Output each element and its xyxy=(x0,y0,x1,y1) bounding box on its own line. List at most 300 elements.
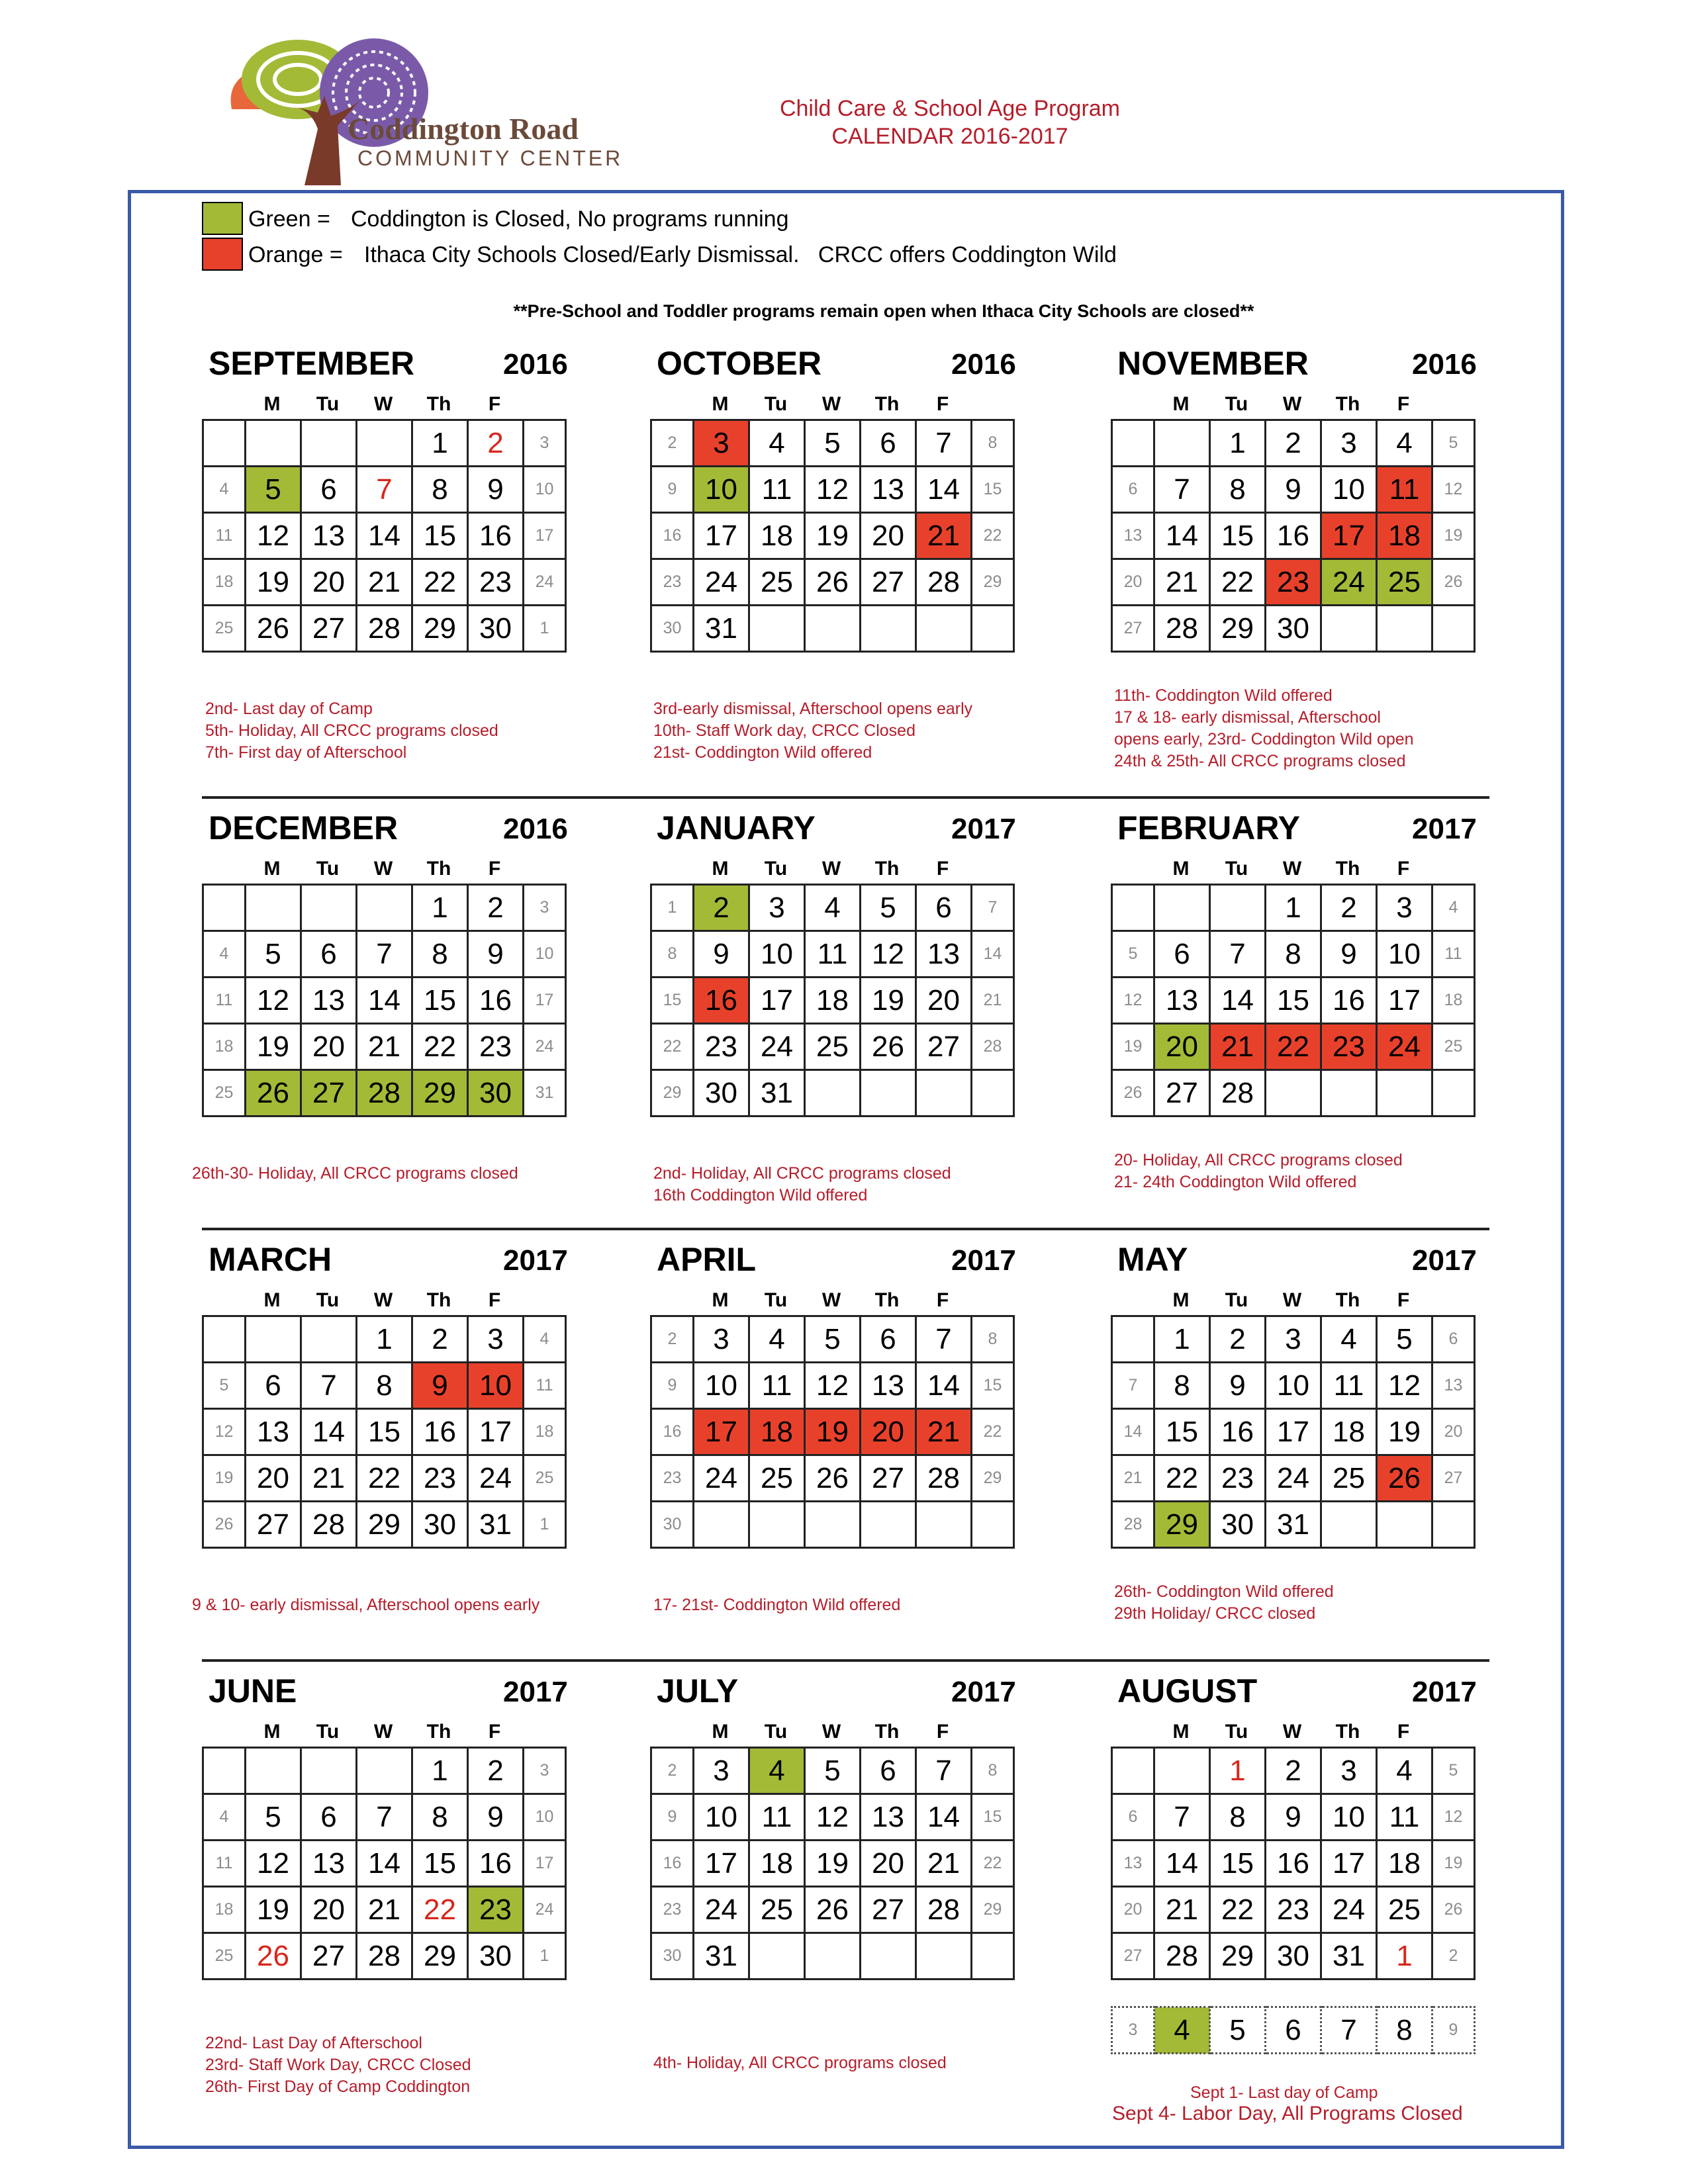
day-cell: 10 xyxy=(1377,931,1432,978)
day-cell: 11 xyxy=(749,1363,805,1409)
day-cell: 21 xyxy=(357,1024,412,1070)
day-cell: 9 xyxy=(694,931,749,978)
month-year: 2017 xyxy=(503,1676,568,1708)
weekday-label: Th xyxy=(1335,858,1360,880)
day-cell: 24 xyxy=(694,559,749,606)
weekend-day-cell xyxy=(203,885,246,931)
weekend-day-cell: 10 xyxy=(524,1794,566,1841)
day-cell: 25 xyxy=(749,1887,805,1933)
weekend-day-cell: 7 xyxy=(1112,1363,1154,1409)
day-cell: 19 xyxy=(805,513,861,559)
weekend-day-cell: 17 xyxy=(524,513,566,559)
weekday-label: F xyxy=(1397,1721,1410,1743)
day-cell: 8 xyxy=(1266,931,1321,978)
weekend-day-cell: 5 xyxy=(1432,1748,1475,1794)
weekday-label: F xyxy=(488,1721,501,1743)
day-cell: 13 xyxy=(301,513,357,559)
day-cell: 15 xyxy=(1266,978,1321,1024)
day-cell: 18 xyxy=(749,513,805,559)
weekend-day-cell: 2 xyxy=(651,1316,694,1363)
weekend-day-cell: 1 xyxy=(524,1502,566,1548)
weekday-label: Tu xyxy=(316,1721,340,1743)
day-cell: 29 xyxy=(412,606,468,652)
day-cell xyxy=(916,1502,972,1548)
day-cell: 1 xyxy=(412,420,468,467)
day-cell: 19 xyxy=(805,1841,861,1887)
day-cell: 19 xyxy=(246,1024,301,1070)
weekend-day-cell: 2 xyxy=(651,1748,694,1794)
day-cell: 8 xyxy=(412,467,468,513)
day-cell: 24 xyxy=(1321,1887,1377,1933)
month-name: SEPTEMBER xyxy=(209,345,415,382)
weekend-day-cell: 8 xyxy=(972,1748,1014,1794)
month-note: 26th- First Day of Camp Coddington xyxy=(205,2077,471,2096)
day-cell: 5 xyxy=(861,885,916,931)
day-cell xyxy=(357,420,412,467)
day-cell: 13 xyxy=(861,467,916,513)
day-cell xyxy=(357,885,412,931)
weekday-label: M xyxy=(712,393,729,415)
weekend-day-cell: 6 xyxy=(1112,1794,1154,1841)
weekend-day-cell: 18 xyxy=(203,1024,246,1070)
month-name: AUGUST xyxy=(1117,1672,1258,1709)
weekend-day-cell: 5 xyxy=(203,1363,246,1409)
weekend-day-cell: 19 xyxy=(1432,1841,1475,1887)
weekday-label: Th xyxy=(426,1721,451,1743)
weekend-day-cell: 4 xyxy=(203,931,246,978)
weekend-day-cell: 14 xyxy=(972,931,1014,978)
month-may xyxy=(1111,1240,1508,1704)
weekday-label: M xyxy=(263,858,281,880)
day-cell xyxy=(1321,1070,1377,1116)
day-cell: 3 xyxy=(694,1748,749,1794)
day-cell: 18 xyxy=(1377,1841,1432,1887)
month-november xyxy=(1111,344,1508,807)
day-cell: 5 xyxy=(805,1316,861,1363)
day-cell: 7 xyxy=(1210,931,1266,978)
weekend-day-cell: 1 xyxy=(524,606,566,652)
day-cell: 31 xyxy=(694,606,749,652)
day-cell: 3 xyxy=(1266,1316,1321,1363)
day-cell: 2 xyxy=(1266,1748,1321,1794)
month-october xyxy=(650,344,1047,807)
day-cell xyxy=(916,1933,972,1979)
weekend-day-cell xyxy=(203,1316,246,1363)
weekend-day-cell: 25 xyxy=(524,1455,566,1502)
day-cell: 30 xyxy=(1266,606,1321,652)
day-cell: 10 xyxy=(1321,467,1377,513)
weekday-label: Th xyxy=(426,858,451,880)
weekend-day-cell: 29 xyxy=(972,559,1014,606)
day-cell xyxy=(861,606,916,652)
day-cell: 24 xyxy=(749,1024,805,1070)
day-cell: 11 xyxy=(749,467,805,513)
day-cell: 14 xyxy=(357,513,412,559)
day-cell: 27 xyxy=(861,1887,916,1933)
weekend-day-cell: 4 xyxy=(1432,885,1475,931)
day-cell: 23 xyxy=(1266,1887,1321,1933)
weekend-day-cell: 29 xyxy=(972,1887,1014,1933)
weekend-day-cell xyxy=(1112,885,1154,931)
day-cell: 16 xyxy=(1210,1409,1266,1455)
day-cell: 3 xyxy=(1321,1748,1377,1794)
day-cell: 17 xyxy=(468,1409,524,1455)
day-cell xyxy=(301,420,357,467)
page-subtitle: CALENDAR 2016-2017 xyxy=(831,124,1068,149)
day-cell: 22 xyxy=(412,1887,468,1933)
day-cell: 28 xyxy=(357,606,412,652)
weekday-label: F xyxy=(488,1289,501,1311)
day-cell: 22 xyxy=(1210,559,1266,606)
weekend-day-cell: 22 xyxy=(972,513,1014,559)
day-cell: 8 xyxy=(412,1794,468,1841)
weekend-day-cell: 16 xyxy=(651,1841,694,1887)
day-cell: 17 xyxy=(694,513,749,559)
day-cell: 15 xyxy=(357,1409,412,1455)
day-cell: 18 xyxy=(1321,1409,1377,1455)
day-cell: 22 xyxy=(357,1455,412,1502)
day-cell: 20 xyxy=(301,1024,357,1070)
weekend-day-cell xyxy=(1112,420,1154,467)
day-cell: 25 xyxy=(805,1024,861,1070)
weekday-label: Th xyxy=(1335,393,1360,415)
weekend-day-cell: 2 xyxy=(651,420,694,467)
weekend-day-cell: 16 xyxy=(651,1409,694,1455)
day-cell xyxy=(805,606,861,652)
weekend-day-cell: 24 xyxy=(524,1887,566,1933)
weekend-day-cell: 13 xyxy=(1112,513,1154,559)
weekday-label: Tu xyxy=(1225,858,1248,880)
day-cell: 22 xyxy=(1210,1887,1266,1933)
weekday-label: M xyxy=(712,858,729,880)
day-cell: 4 xyxy=(749,420,805,467)
day-cell: 30 xyxy=(468,606,524,652)
weekday-label: M xyxy=(263,393,281,415)
weekday-label: M xyxy=(712,1721,729,1743)
day-cell: 12 xyxy=(805,1363,861,1409)
month-note: 17- 21st- Coddington Wild offered xyxy=(653,1596,901,1614)
day-cell xyxy=(1377,606,1432,652)
day-cell: 16 xyxy=(1321,978,1377,1024)
day-cell: 15 xyxy=(1210,513,1266,559)
weekday-label: W xyxy=(821,1721,841,1743)
day-cell: 14 xyxy=(916,1363,972,1409)
month-december xyxy=(192,809,599,1272)
weekday-label: Tu xyxy=(764,1721,788,1743)
weekend-day-cell: 3 xyxy=(524,1748,566,1794)
day-cell: 16 xyxy=(468,978,524,1024)
day-cell xyxy=(1210,885,1266,931)
weekend-day-cell: 1 xyxy=(524,1933,566,1979)
day-cell: 5 xyxy=(246,931,301,978)
day-cell: 19 xyxy=(1377,1409,1432,1455)
weekend-day-cell xyxy=(1432,1070,1475,1116)
month-grid xyxy=(202,419,567,653)
month-year: 2017 xyxy=(951,813,1016,845)
weekend-day-cell: 27 xyxy=(1432,1455,1475,1502)
day-cell: 11 xyxy=(805,931,861,978)
day-cell: 18 xyxy=(805,978,861,1024)
day-cell xyxy=(749,1933,805,1979)
day-cell: 9 xyxy=(1210,1363,1266,1409)
day-cell: 12 xyxy=(861,931,916,978)
day-cell: 25 xyxy=(749,559,805,606)
day-cell: 17 xyxy=(694,1841,749,1887)
coddington-road-logo xyxy=(218,30,669,192)
weekend-day-cell: 19 xyxy=(203,1455,246,1502)
logo-subtitle: COMMUNITY CENTER xyxy=(357,146,624,170)
weekend-day-cell: 11 xyxy=(203,978,246,1024)
weekday-label: Tu xyxy=(1225,1289,1248,1311)
day-cell xyxy=(246,1316,301,1363)
month-name: MAY xyxy=(1117,1241,1188,1278)
day-cell: 1 xyxy=(1210,1748,1266,1794)
weekend-day-cell: 1 xyxy=(651,885,694,931)
month-note: 20- Holiday, All CRCC programs closed xyxy=(1114,1151,1403,1169)
weekend-day-cell: 5 xyxy=(1112,931,1154,978)
weekend-day-cell: 29 xyxy=(651,1070,694,1116)
month-note: 16th Coddington Wild offered xyxy=(653,1186,868,1205)
weekend-day-cell: 23 xyxy=(651,1887,694,1933)
day-cell: 13 xyxy=(861,1363,916,1409)
legend-orange-swatch xyxy=(202,238,243,271)
day-cell: 6 xyxy=(861,1316,916,1363)
day-cell: 8 xyxy=(412,931,468,978)
weekday-label: F xyxy=(488,393,501,415)
day-cell: 23 xyxy=(468,559,524,606)
day-cell: 28 xyxy=(1154,1933,1210,1979)
day-cell: 4 xyxy=(749,1316,805,1363)
weekday-label: Th xyxy=(1335,1721,1360,1743)
day-cell: 6 xyxy=(916,885,972,931)
month-grid xyxy=(202,1315,567,1549)
month-note: 2nd- Last day of Camp xyxy=(205,700,373,718)
day-cell xyxy=(246,1748,301,1794)
weekend-day-cell: 26 xyxy=(1112,1070,1154,1116)
day-cell: 20 xyxy=(246,1455,301,1502)
day-cell: 21 xyxy=(916,1409,972,1455)
weekend-day-cell: 28 xyxy=(1112,1502,1154,1548)
day-cell: 31 xyxy=(749,1070,805,1116)
weekday-label: M xyxy=(1172,1289,1190,1311)
preschool-note: **Pre-School and Toddler programs remain open when Ithaca City Schools are closed** xyxy=(513,301,1254,321)
day-cell: 2 xyxy=(1321,885,1377,931)
weekend-day-cell xyxy=(972,1070,1014,1116)
day-cell: 18 xyxy=(749,1841,805,1887)
weekday-label: M xyxy=(1172,858,1190,880)
weekend-day-cell: 15 xyxy=(972,467,1014,513)
day-cell: 11 xyxy=(1377,1794,1432,1841)
weekday-label: Th xyxy=(426,393,451,415)
day-cell: 20 xyxy=(861,1841,916,1887)
day-cell: 27 xyxy=(1154,1070,1210,1116)
day-cell: 3 xyxy=(468,1316,524,1363)
day-cell: 15 xyxy=(1154,1409,1210,1455)
day-cell: 21 xyxy=(916,513,972,559)
day-cell: 9 xyxy=(468,467,524,513)
day-cell xyxy=(1154,885,1210,931)
day-cell: 1 xyxy=(1154,1316,1210,1363)
day-cell: 9 xyxy=(1266,467,1321,513)
day-cell: 11 xyxy=(1321,1363,1377,1409)
day-cell: 27 xyxy=(301,1070,357,1116)
day-cell: 12 xyxy=(246,1841,301,1887)
day-cell: 23 xyxy=(1210,1455,1266,1502)
day-cell: 14 xyxy=(1154,513,1210,559)
day-cell: 21 xyxy=(1210,1024,1266,1070)
month-note: 2nd- Holiday, All CRCC programs closed xyxy=(653,1164,951,1183)
weekday-label: Th xyxy=(874,858,900,880)
day-cell: 16 xyxy=(1266,513,1321,559)
day-cell: 1 xyxy=(1377,1933,1432,1979)
day-cell: 26 xyxy=(805,559,861,606)
weekend-day-cell xyxy=(1432,1502,1475,1548)
day-cell: 4 xyxy=(805,885,861,931)
month-grid xyxy=(202,1747,567,1980)
month-grid xyxy=(650,1747,1015,1980)
weekend-day-cell: 11 xyxy=(203,513,246,559)
day-cell: 31 xyxy=(468,1502,524,1548)
weekend-day-cell: 30 xyxy=(651,606,694,652)
weekend-day-cell: 26 xyxy=(1432,1887,1475,1933)
weekend-day-cell xyxy=(203,420,246,467)
month-note: 11th- Coddington Wild offered xyxy=(1114,686,1333,705)
weekend-day-cell: 19 xyxy=(1112,1024,1154,1070)
weekend-day-cell: 3 xyxy=(524,420,566,467)
day-cell: 13 xyxy=(301,978,357,1024)
month-note: 7th- First day of Afterschool xyxy=(205,743,407,762)
month-grid xyxy=(1111,1315,1476,1549)
month-note: 21- 24th Coddington Wild offered xyxy=(1114,1173,1357,1191)
day-cell: 10 xyxy=(694,1363,749,1409)
weekend-day-cell: 29 xyxy=(972,1455,1014,1502)
day-cell: 12 xyxy=(805,1794,861,1841)
month-note: 5th- Holiday, All CRCC programs closed xyxy=(205,721,498,740)
month-name: NOVEMBER xyxy=(1117,345,1309,382)
day-cell: 1 xyxy=(1266,885,1321,931)
day-cell xyxy=(805,1933,861,1979)
day-cell: 7 xyxy=(916,420,972,467)
day-cell: 12 xyxy=(246,978,301,1024)
day-cell: 9 xyxy=(412,1363,468,1409)
weekend-day-cell: 25 xyxy=(203,1070,246,1116)
day-cell: 15 xyxy=(412,978,468,1024)
day-cell: 11 xyxy=(1377,467,1432,513)
day-cell: 28 xyxy=(357,1933,412,1979)
day-cell: 31 xyxy=(1321,1933,1377,1979)
weekday-label: Tu xyxy=(1225,1721,1248,1743)
month-year: 2016 xyxy=(1412,348,1477,381)
weekend-day-cell: 6 xyxy=(1432,1316,1475,1363)
month-name: JUNE xyxy=(209,1672,297,1709)
day-cell: 23 xyxy=(1266,559,1321,606)
day-cell: 5 xyxy=(1210,2007,1266,2054)
weekend-day-cell: 27 xyxy=(1112,1933,1154,1979)
day-cell: 6 xyxy=(301,931,357,978)
month-year: 2016 xyxy=(503,813,568,845)
day-cell: 8 xyxy=(1210,467,1266,513)
day-cell xyxy=(1321,1502,1377,1548)
day-cell: 10 xyxy=(694,1794,749,1841)
weekday-label: Tu xyxy=(764,858,788,880)
weekend-day-cell: 10 xyxy=(524,467,566,513)
weekend-day-cell: 23 xyxy=(651,1455,694,1502)
weekend-day-cell: 17 xyxy=(524,978,566,1024)
weekend-day-cell: 11 xyxy=(524,1363,566,1409)
day-cell: 5 xyxy=(805,1748,861,1794)
month-year: 2016 xyxy=(503,348,568,381)
day-cell: 9 xyxy=(1321,931,1377,978)
day-cell: 17 xyxy=(1321,1841,1377,1887)
weekday-label: W xyxy=(373,393,393,415)
day-cell: 29 xyxy=(357,1502,412,1548)
day-cell: 16 xyxy=(468,513,524,559)
month-note: Sept 1- Last day of Camp xyxy=(1190,2083,1378,2102)
month-february xyxy=(1111,809,1508,1272)
day-cell: 2 xyxy=(412,1316,468,1363)
day-cell: 30 xyxy=(412,1502,468,1548)
weekend-day-cell: 21 xyxy=(972,978,1014,1024)
weekend-day-cell: 10 xyxy=(524,931,566,978)
day-cell: 20 xyxy=(301,1887,357,1933)
weekend-day-cell xyxy=(203,1748,246,1794)
day-cell: 3 xyxy=(749,885,805,931)
day-cell: 21 xyxy=(916,1841,972,1887)
day-cell: 22 xyxy=(412,1024,468,1070)
day-cell: 23 xyxy=(694,1024,749,1070)
day-cell: 28 xyxy=(916,1455,972,1502)
month-september xyxy=(202,344,599,807)
weekend-day-cell: 18 xyxy=(203,1887,246,1933)
day-cell: 13 xyxy=(1154,978,1210,1024)
day-cell: 8 xyxy=(1377,2007,1432,2054)
weekday-label: F xyxy=(936,858,949,880)
weekday-label: M xyxy=(712,1289,729,1311)
weekday-label: F xyxy=(488,858,501,880)
day-cell: 11 xyxy=(749,1794,805,1841)
month-note: 26th-30- Holiday, All CRCC programs closed xyxy=(192,1164,518,1183)
day-cell: 20 xyxy=(916,978,972,1024)
day-cell: 26 xyxy=(246,606,301,652)
day-cell: 1 xyxy=(1210,420,1266,467)
weekend-day-cell: 20 xyxy=(1112,1887,1154,1933)
weekend-day-cell: 8 xyxy=(651,931,694,978)
weekday-label: F xyxy=(936,1289,949,1311)
day-cell xyxy=(805,1070,861,1116)
day-cell: 6 xyxy=(1154,931,1210,978)
month-year: 2017 xyxy=(1412,1244,1477,1277)
weekend-day-cell: 12 xyxy=(1112,978,1154,1024)
day-cell: 28 xyxy=(1154,606,1210,652)
day-cell: 5 xyxy=(805,420,861,467)
day-cell: 23 xyxy=(1321,1024,1377,1070)
month-grid xyxy=(650,884,1015,1117)
page-title: Child Care & School Age Program xyxy=(779,96,1121,121)
day-cell xyxy=(861,1502,916,1548)
day-cell: 28 xyxy=(916,559,972,606)
month-name: JANUARY xyxy=(657,809,816,846)
month-name: MARCH xyxy=(209,1241,332,1278)
day-cell: 21 xyxy=(301,1455,357,1502)
day-cell: 28 xyxy=(301,1502,357,1548)
weekday-label: F xyxy=(936,1721,949,1743)
weekday-label: F xyxy=(1397,393,1410,415)
day-cell: 3 xyxy=(1321,420,1377,467)
weekend-day-cell: 22 xyxy=(972,1409,1014,1455)
weekend-day-cell xyxy=(972,606,1014,652)
weekend-day-cell: 28 xyxy=(972,1024,1014,1070)
day-cell: 21 xyxy=(357,559,412,606)
